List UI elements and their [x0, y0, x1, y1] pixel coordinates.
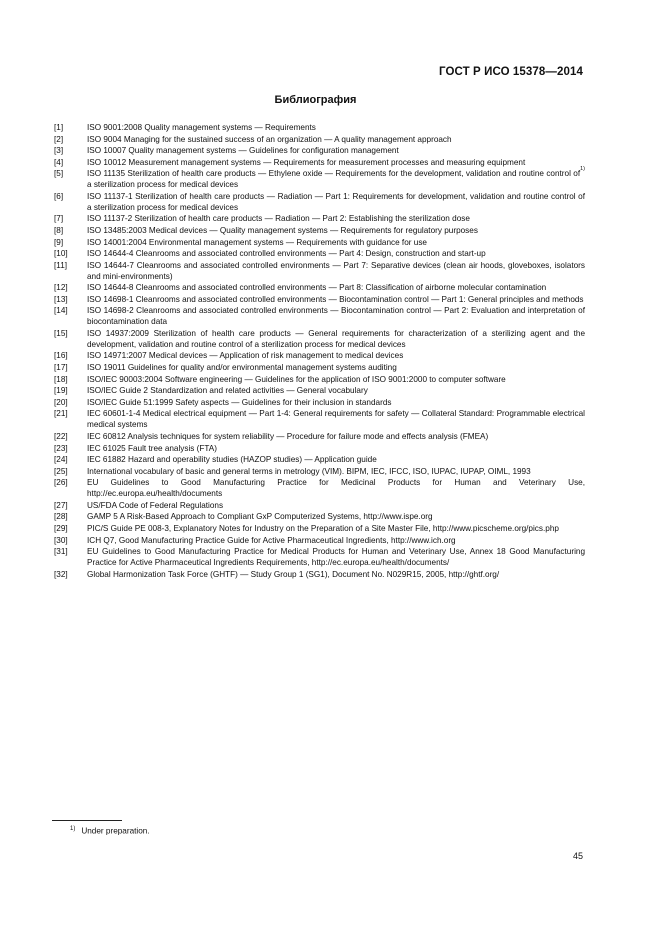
- bibliography-entry: [54, 214, 585, 225]
- entry-text: ISO 14001:2004 Environmental management systems — Requirements with guidance for use: [87, 237, 427, 247]
- entry-text: ISO 14937:2009 Sterilization of health care products — General requirements for characterization of a sterilizing agent and the development, validation and routine control of a sterilization process for medical devices: [87, 328, 585, 349]
- bibliography-entry: [54, 158, 585, 169]
- entry-text: ISO 9001:2008 Quality management systems — Requirements: [87, 123, 316, 132]
- entry-text: Global Harmonization Task Force (GHTF) — Study Group 1 (SG1), Document No. N029R15, 2005, http://ghtf.org/: [87, 569, 500, 579]
- bibliography-entry: [54, 398, 585, 409]
- entry-text: IEC 61882 Hazard and operability studies (HAZOP studies) — Application guide: [87, 455, 377, 465]
- entry-number: [23]: [54, 443, 68, 453]
- footnote-text: Under preparation.: [81, 826, 150, 836]
- bibliography-entry: [54, 444, 585, 455]
- entry-text: ISO 13485:2003 Medical devices — Quality management systems — Requirements for regulatory purposes: [87, 225, 478, 235]
- bibliography-entry: [54, 501, 585, 512]
- entry-number: [19]: [54, 386, 68, 396]
- entry-number: [24]: [54, 455, 68, 465]
- bibliography-entry: [54, 512, 585, 523]
- bibliography-entry: [54, 192, 585, 214]
- bibliography-entry: [54, 295, 585, 306]
- entry-text: ISO 14971:2007 Medical devices — Application of risk management to medical devices: [87, 351, 404, 361]
- bibliography-entry: [54, 226, 585, 237]
- entry-number: [21]: [54, 409, 68, 419]
- entry-number: [20]: [54, 397, 68, 407]
- entry-number: [28]: [54, 512, 68, 522]
- entry-text: ISO 11135 Sterilization of health care products — Ethylene oxide — Requirements for the development, validation and routine control of a sterilization process for medical devices: [87, 169, 581, 190]
- entry-text: International vocabulary of basic and general terms in metrology (VIM). BIPM, IEC, IFCC, ISO, IUPAC, IUPAP, OIML, 1993: [87, 466, 531, 476]
- entry-text: ISO/IEC 90003:2004 Software engineering — Guidelines for the application of ISO 9001:2000 to computer software: [87, 374, 506, 384]
- bibliography-entry: [54, 329, 585, 351]
- entry-number: [22]: [54, 431, 68, 441]
- bibliography-entry: [54, 261, 585, 283]
- bibliography-entry: [54, 536, 585, 547]
- footnote-reference: 1): [580, 166, 585, 173]
- bibliography-entry: [54, 249, 585, 260]
- entry-text: ISO 10007 Quality management systems — Guidelines for configuration management: [87, 146, 399, 156]
- entry-number: [2]: [54, 134, 64, 144]
- entry-number: [10]: [54, 249, 68, 259]
- entry-text: GAMP 5 A Risk-Based Approach to Compliant GxP Computerized Systems, http://www.ispe.org: [87, 512, 433, 522]
- bibliography-entry: [54, 123, 585, 134]
- bibliography-entry: [54, 570, 585, 581]
- entry-text: ISO 19011 Guidelines for quality and/or environmental management systems auditing: [87, 363, 397, 373]
- entry-text: PIC/S Guide PE 008-3, Explanatory Notes for Industry on the Preparation of a Site Master File, http://www.picscheme.org/pics.php: [87, 523, 559, 533]
- entry-text: ISO/IEC Guide 2 Standardization and related activities — General vocabulary: [87, 386, 368, 396]
- entry-number: [32]: [54, 569, 68, 579]
- bibliography-entry: [54, 238, 585, 249]
- page-title: Библиография: [274, 94, 357, 106]
- entry-text: IEC 60812 Analysis techniques for system reliability — Procedure for failure mode and effects analysis (FMEA): [87, 431, 489, 441]
- entry-number: [11]: [54, 260, 68, 270]
- entry-number: [8]: [54, 225, 64, 235]
- entry-number: [13]: [54, 294, 68, 304]
- bibliography-entry: [54, 547, 585, 569]
- footnote-marker: 1): [70, 826, 76, 832]
- standard-designation: ГОСТ Р ИСО 15378—2014: [438, 66, 583, 78]
- bibliography-entry: [54, 478, 585, 500]
- entry-text: ISO 9004 Managing for the sustained success of an organization — A quality management approach: [87, 134, 452, 144]
- entry-number: [7]: [54, 214, 64, 224]
- entry-text: US/FDA Code of Federal Regulations: [87, 500, 224, 510]
- entry-number: [4]: [54, 157, 64, 167]
- entry-number: [27]: [54, 500, 68, 510]
- bibliography-entry: [54, 135, 585, 146]
- entry-text: IEC 61025 Fault tree analysis (FTA): [87, 443, 217, 453]
- footnote-divider: [52, 820, 122, 821]
- bibliography-entry: [54, 363, 585, 374]
- entry-number: [6]: [54, 191, 64, 201]
- entry-text: ISO 11137-1 Sterilization of health care products — Radiation — Part 1: Requirements for development, validation and routine control of a sterilization process for medical devices: [87, 191, 585, 212]
- entry-number: [15]: [54, 328, 68, 338]
- entry-text: ISO 14644-8 Cleanrooms and associated controlled environments — Part 8: Classification of airborne molecular contamination: [87, 283, 547, 293]
- entry-number: [1]: [54, 123, 64, 132]
- entry-text: ISO 14698-2 Cleanrooms and associated controlled environments — Biocontamination control — Part 2: Evaluation and interpretation of biocontamination data: [87, 306, 585, 327]
- entry-number: [31]: [54, 547, 68, 557]
- entry-text: ISO 10012 Measurement management systems — Requirements for measurement processes and measuring equipment: [87, 157, 526, 167]
- entry-text: ISO 11137-2 Sterilization of health care products — Radiation — Part 2: Establishing the sterilization dose: [87, 214, 470, 224]
- entry-number: [17]: [54, 363, 68, 373]
- footnote: [70, 826, 150, 836]
- bibliography-entry: [54, 432, 585, 443]
- entry-number: [14]: [54, 306, 68, 316]
- entry-text: ISO 14698-1 Cleanrooms and associated controlled environments — Biocontamination control — Part 1: General principles and methods: [87, 294, 584, 304]
- entry-text: IEC 60601-1-4 Medical electrical equipment — Part 1-4: General requirements for safety — Collateral Standard: Programmable electrical medical systems: [87, 409, 585, 430]
- entry-text: EU Guidelines to Good Manufacturing Practice for Medical Products for Human and Veterinary Use, Annex 18 Good Manufacturing Practice for Active Pharmaceutical Ingredients Requirements, http://ec.europa.eu/health/documents/: [87, 547, 585, 568]
- bibliography-entry: [54, 146, 585, 157]
- entry-number: [26]: [54, 478, 68, 488]
- entry-text: EU Guidelines to Good Manufacturing Practice for Medicinal Products for Human and Veterinary Use, http://ec.europa.eu/health/documents: [87, 478, 585, 499]
- bibliography-entry: [54, 409, 585, 431]
- bibliography-entry: [54, 351, 585, 362]
- page-number: 45: [572, 851, 583, 861]
- entry-number: [25]: [54, 466, 68, 476]
- entry-number: [18]: [54, 374, 68, 384]
- entry-number: [5]: [54, 169, 64, 179]
- entry-number: [3]: [54, 146, 64, 156]
- entry-number: [9]: [54, 237, 64, 247]
- bibliography-entry: [54, 386, 585, 397]
- bibliography-entry: [54, 166, 585, 191]
- entry-number: [30]: [54, 535, 68, 545]
- entry-text: ISO 14644-7 Cleanrooms and associated controlled environments — Part 7: Separative devices (clean air hoods, gloveboxes, isolators and mini-environments): [87, 260, 585, 281]
- bibliography-entry: [54, 306, 585, 328]
- entry-number: [29]: [54, 523, 68, 533]
- entry-text: ICH Q7, Good Manufacturing Practice Guide for Active Pharmaceutical Ingredients, http://www.ich.org: [87, 535, 456, 545]
- entry-text: ISO/IEC Guide 51:1999 Safety aspects — Guidelines for their inclusion in standards: [87, 397, 392, 407]
- entry-text: ISO 14644-4 Cleanrooms and associated controlled environments — Part 4: Design, construction and start-up: [87, 249, 486, 259]
- bibliography-entry: [54, 467, 585, 478]
- bibliography-entry: [54, 524, 585, 535]
- bibliography-entry: [54, 375, 585, 386]
- entry-number: [16]: [54, 351, 68, 361]
- bibliography-entry: [54, 283, 585, 294]
- entry-number: [12]: [54, 283, 68, 293]
- bibliography-list: [54, 123, 585, 581]
- bibliography-entry: [54, 455, 585, 466]
